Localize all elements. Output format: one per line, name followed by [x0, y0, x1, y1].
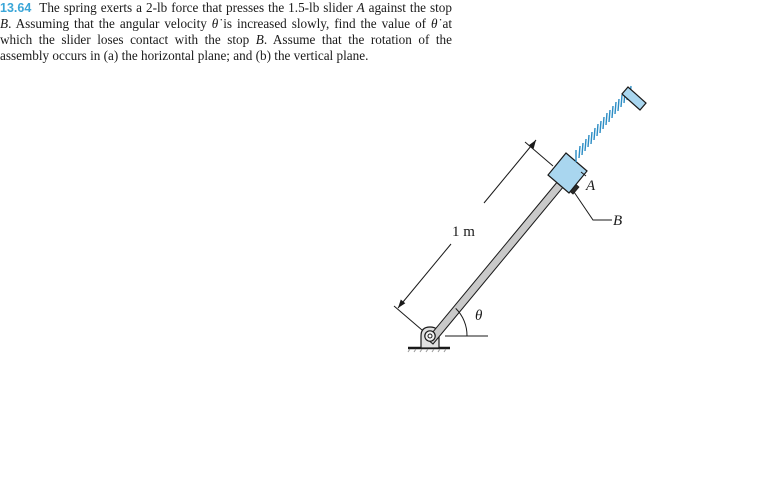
dimension-label: 1 m	[452, 224, 475, 240]
stop-label: B	[613, 213, 623, 229]
label-b-leader	[574, 192, 612, 220]
problem-text-part: The spring exerts a 2-lb force that presses the 1.5-lb slider	[39, 0, 357, 15]
problem-number: 13.64	[0, 1, 32, 15]
variable-b: B	[0, 16, 9, 31]
problem-text-part: is increased slowly, find the value of	[218, 16, 432, 31]
spring	[576, 86, 631, 162]
problem-text-part: at which the slider loses contact with the stop	[0, 16, 452, 47]
problem-text-part: . Assuming that the angular velocity	[8, 16, 212, 31]
variable-a: A	[356, 0, 365, 15]
variable-b: B	[255, 32, 264, 47]
variable-theta-dot: θ̇	[211, 16, 219, 31]
spring-end-plate	[622, 87, 646, 110]
angle-label: θ	[475, 308, 483, 324]
rotating-rod	[427, 169, 574, 344]
variable-theta-dot: θ̇	[431, 16, 438, 31]
problem-text-part: . Assume that the rotation of the assembly occurs in (a) the horizontal plane; and (b) the vertical plane.	[0, 32, 452, 63]
pivot-pin	[425, 331, 435, 341]
problem-text-part: against the stop	[364, 0, 452, 15]
slider-label: A	[586, 178, 596, 194]
